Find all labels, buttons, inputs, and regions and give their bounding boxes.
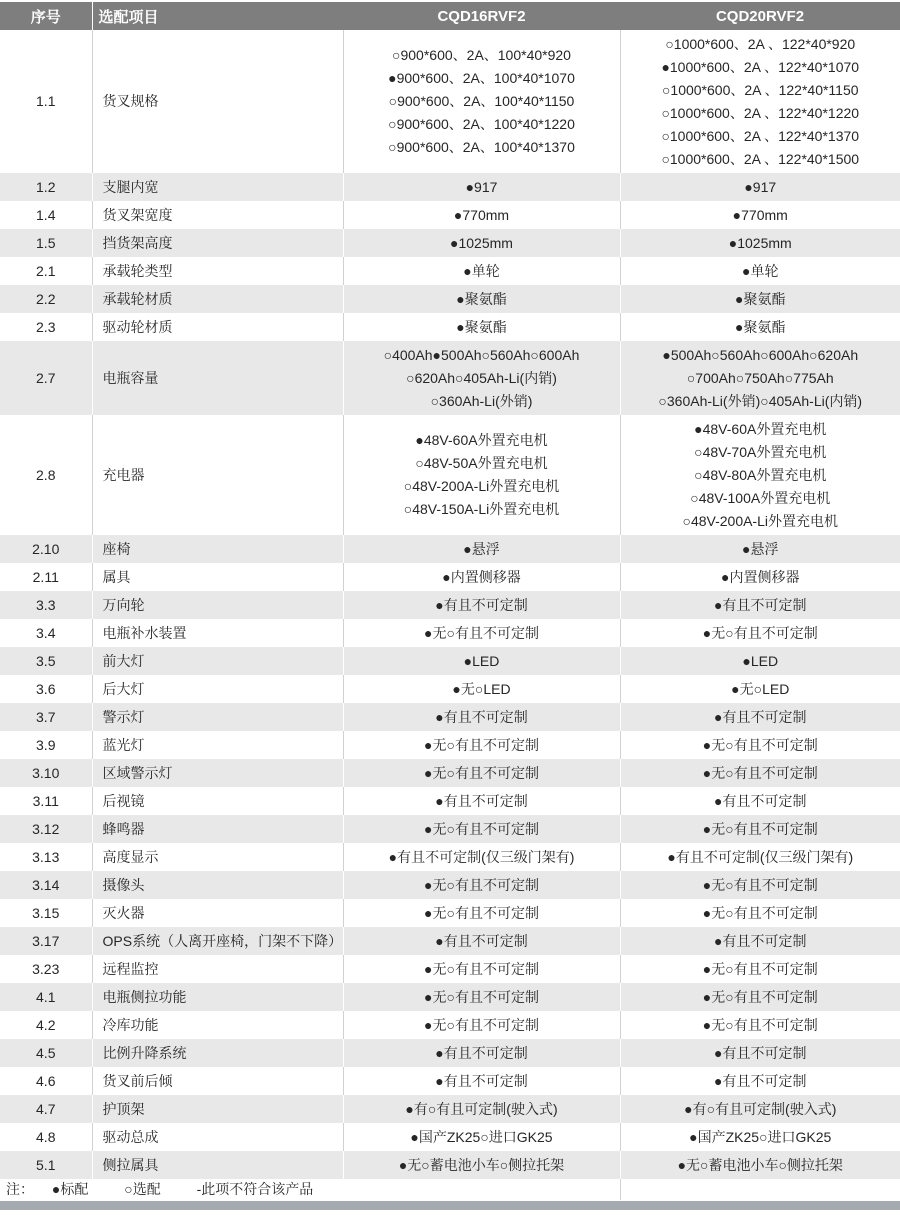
- cell-line: ○48V-100A外置充电机: [690, 489, 831, 506]
- cell-line: ●无○有且不可定制: [702, 736, 818, 753]
- table-row: [0, 787, 900, 815]
- option-item-cell: 承载轮类型: [92, 257, 343, 285]
- cell-line: ●无○有且不可定制: [424, 876, 539, 893]
- table-row: [0, 1095, 900, 1123]
- cell-line: ●有且不可定制: [714, 1044, 807, 1061]
- serial-cell: 4.1: [0, 983, 92, 1011]
- cell-line: ●500Ah○560Ah○600Ah○620Ah: [662, 346, 859, 363]
- cqd16rvf2-value-cell: [343, 675, 620, 703]
- cell-line: ●有且不可定制: [714, 708, 807, 725]
- cqd20rvf2-value-cell: [620, 787, 900, 815]
- serial-cell: 3.15: [0, 899, 92, 927]
- cell-line: ○360Ah-Li(外销)○405Ah-Li(内销): [658, 392, 863, 409]
- cqd20rvf2-value-cell: [620, 341, 900, 415]
- cell-line: ●无○有且不可定制: [702, 1016, 818, 1033]
- serial-cell: 2.3: [0, 313, 92, 341]
- cqd16rvf2-value-cell: [343, 983, 620, 1011]
- table-header: [0, 2, 900, 30]
- cell-line: ●无○有且不可定制: [424, 1016, 539, 1033]
- table-row: [0, 285, 900, 313]
- cell-line: ○900*600、2A、100*40*1370: [388, 139, 575, 155]
- cqd20rvf2-value-cell: [620, 313, 900, 341]
- cell-line: ●悬浮: [463, 540, 500, 557]
- option-item-cell: 高度显示: [92, 843, 343, 871]
- option-item-cell: 货叉架宽度: [92, 201, 343, 229]
- cell-line: ●有○有且可定制(驶入式): [684, 1100, 837, 1117]
- cell-line: ○1000*600、2A 、122*40*920: [665, 35, 856, 52]
- table-row: [0, 955, 900, 983]
- cqd16rvf2-value-cell: [343, 843, 620, 871]
- cell-line: ●有且不可定制(仅三级门架有): [388, 848, 575, 865]
- cell-line: ●无○蓄电池小车○侧拉托架: [398, 1156, 565, 1173]
- serial-cell: 3.23: [0, 955, 92, 983]
- option-item-cell: 前大灯: [92, 647, 343, 675]
- legend-row: [0, 1179, 900, 1200]
- cqd16rvf2-value-cell: [343, 1067, 620, 1095]
- serial-cell: 2.10: [0, 535, 92, 563]
- table-row: [0, 1011, 900, 1039]
- serial-cell: 1.2: [0, 173, 92, 201]
- serial-cell: 3.13: [0, 843, 92, 871]
- cell-line: ●无○有且不可定制: [424, 988, 539, 1005]
- cell-line: ●无○LED: [452, 680, 511, 697]
- cqd16rvf2-value-cell: [343, 759, 620, 787]
- table-row: [0, 1067, 900, 1095]
- cell-line: ●1025mm: [450, 234, 513, 251]
- legend-not-applicable: -此项不符合该产品: [196, 1181, 314, 1197]
- cell-line: ○620Ah○405Ah-Li(内销): [406, 369, 557, 386]
- table-row: [0, 927, 900, 955]
- table-row: [0, 313, 900, 341]
- table-row: [0, 1039, 900, 1067]
- cqd20rvf2-value-cell: [620, 201, 900, 229]
- option-item-cell: 冷库功能: [92, 1011, 343, 1039]
- cell-line: ●无○蓄电池小车○侧拉托架: [677, 1156, 843, 1173]
- table-row: [0, 843, 900, 871]
- cell-line: ●1025mm: [728, 234, 792, 251]
- cqd16rvf2-value-cell: [343, 927, 620, 955]
- cqd20rvf2-value-cell: [620, 619, 900, 647]
- serial-cell: 3.12: [0, 815, 92, 843]
- cell-line: ●聚氨酯: [456, 318, 507, 335]
- serial-cell: 3.14: [0, 871, 92, 899]
- cell-line: ○48V-50A外置充电机: [415, 455, 548, 471]
- option-item-cell: 电瓶侧拉功能: [92, 983, 343, 1011]
- cqd20rvf2-value-cell: [620, 1151, 900, 1179]
- cqd16rvf2-value-cell: [343, 201, 620, 229]
- options-comparison-table: [0, 2, 900, 1200]
- serial-cell: 3.17: [0, 927, 92, 955]
- cell-line: ●内置侧移器: [442, 568, 521, 585]
- legend-cell: [0, 1179, 620, 1200]
- cqd16rvf2-value-cell: [343, 1039, 620, 1067]
- cqd16rvf2-value-cell: [343, 647, 620, 675]
- cqd16rvf2-value-cell: [343, 535, 620, 563]
- cqd16rvf2-value-cell: [343, 1123, 620, 1151]
- cell-line: ●有○有且可定制(驶入式): [405, 1100, 558, 1117]
- serial-cell: 2.1: [0, 257, 92, 285]
- cell-line: ●770mm: [732, 206, 788, 223]
- cqd16rvf2-value-cell: [343, 257, 620, 285]
- serial-cell: 3.3: [0, 591, 92, 619]
- note-label: 注：: [6, 1181, 34, 1197]
- cell-line: ○48V-80A外置充电机: [694, 466, 827, 483]
- cell-line: ●有且不可定制: [714, 1072, 807, 1089]
- cqd16rvf2-value-cell: [343, 563, 620, 591]
- option-item-cell: 区域警示灯: [92, 759, 343, 787]
- option-item-cell: 万向轮: [92, 591, 343, 619]
- option-item-cell: 驱动总成: [92, 1123, 343, 1151]
- serial-cell: 4.8: [0, 1123, 92, 1151]
- cell-line: ●无○有且不可定制: [424, 960, 539, 977]
- cqd20rvf2-value-cell: [620, 927, 900, 955]
- cell-line: ●内置侧移器: [721, 568, 800, 585]
- cell-line: ●有且不可定制: [435, 1072, 528, 1089]
- cqd20rvf2-value-cell: [620, 899, 900, 927]
- cell-line: ●无○有且不可定制: [702, 988, 818, 1005]
- table-footer: [0, 1179, 900, 1200]
- option-item-cell: 货叉前后倾: [92, 1067, 343, 1095]
- cqd20rvf2-value-cell: [620, 1123, 900, 1151]
- option-item-cell: 后大灯: [92, 675, 343, 703]
- option-item-cell: 蜂鸣器: [92, 815, 343, 843]
- cell-line: ●聚氨酯: [735, 318, 786, 335]
- cell-line: ○1000*600、2A 、122*40*1150: [661, 81, 859, 98]
- option-item-cell: 属具: [92, 563, 343, 591]
- cqd20rvf2-value-cell: [620, 285, 900, 313]
- cqd16rvf2-value-cell: [343, 787, 620, 815]
- table-row: [0, 1123, 900, 1151]
- cqd16rvf2-value-cell: [343, 415, 620, 535]
- cell-line: ○48V-70A外置充电机: [694, 443, 827, 460]
- cqd20rvf2-value-cell: [620, 843, 900, 871]
- cell-line: ●国产ZK25○进口GK25: [689, 1128, 832, 1145]
- cell-line: ●无○LED: [731, 680, 790, 697]
- serial-cell: 2.11: [0, 563, 92, 591]
- cell-line: ●单轮: [742, 262, 779, 279]
- cqd16rvf2-value-cell: [343, 229, 620, 257]
- cqd20rvf2-value-cell: [620, 257, 900, 285]
- cqd20rvf2-value-cell: [620, 647, 900, 675]
- option-item-cell: 充电器: [92, 415, 343, 535]
- option-item-cell: 后视镜: [92, 787, 343, 815]
- cell-line: ○48V-200A-Li外置充电机: [682, 512, 838, 529]
- cell-line: ●有且不可定制: [435, 792, 528, 809]
- cell-line: ●聚氨酯: [456, 290, 507, 307]
- cell-line: ●无○有且不可定制: [702, 904, 818, 921]
- cell-line: ●无○有且不可定制: [702, 624, 818, 641]
- table-row: [0, 415, 900, 535]
- serial-cell: 4.7: [0, 1095, 92, 1123]
- bottom-bar: [0, 1201, 900, 1210]
- cqd20rvf2-value-cell: [620, 703, 900, 731]
- table-row: [0, 341, 900, 415]
- serial-cell: 4.5: [0, 1039, 92, 1067]
- cqd16rvf2-value-cell: [343, 313, 620, 341]
- cqd20rvf2-value-cell: [620, 591, 900, 619]
- cell-line: ●48V-60A外置充电机: [694, 420, 827, 437]
- option-item-cell: OPS系统（人离开座椅，门架不下降）: [92, 927, 343, 955]
- cell-line: ○1000*600、2A 、122*40*1500: [661, 150, 860, 167]
- table-row: [0, 983, 900, 1011]
- cell-line: ●无○有且不可定制: [424, 904, 539, 921]
- serial-cell: 3.10: [0, 759, 92, 787]
- table-body: [0, 30, 900, 1179]
- legend-optional: ○选配: [124, 1181, 161, 1197]
- table-row: [0, 647, 900, 675]
- cqd20rvf2-value-cell: [620, 229, 900, 257]
- col-header-serial: 序号: [0, 2, 92, 30]
- cqd16rvf2-value-cell: [343, 591, 620, 619]
- cqd20rvf2-value-cell: [620, 535, 900, 563]
- cell-line: ●LED: [463, 652, 500, 669]
- option-item-cell: 护顶架: [92, 1095, 343, 1123]
- option-item-cell: 警示灯: [92, 703, 343, 731]
- option-item-cell: 侧拉属具: [92, 1151, 343, 1179]
- cell-line: ●国产ZK25○进口GK25: [410, 1128, 553, 1145]
- cqd16rvf2-value-cell: [343, 703, 620, 731]
- table-row: [0, 173, 900, 201]
- serial-cell: 3.6: [0, 675, 92, 703]
- cqd16rvf2-value-cell: [343, 899, 620, 927]
- cqd20rvf2-value-cell: [620, 759, 900, 787]
- table-row: [0, 1151, 900, 1179]
- header-row: [0, 2, 900, 30]
- cell-line: ●LED: [742, 652, 779, 669]
- cqd20rvf2-value-cell: [620, 173, 900, 201]
- serial-cell: 3.5: [0, 647, 92, 675]
- cqd16rvf2-value-cell: [343, 731, 620, 759]
- cell-line: ●有且不可定制: [714, 792, 807, 809]
- cell-line: ●无○有且不可定制: [702, 820, 818, 837]
- cell-line: ●有且不可定制: [714, 932, 807, 949]
- serial-cell: 2.8: [0, 415, 92, 535]
- col-header-option-item: 选配项目: [92, 2, 343, 30]
- cqd20rvf2-value-cell: [620, 815, 900, 843]
- cell-line: ●无○有且不可定制: [424, 764, 539, 781]
- cqd20rvf2-value-cell: [620, 955, 900, 983]
- table-row: [0, 619, 900, 647]
- cell-line: ○900*600、2A、100*40*1220: [388, 116, 575, 132]
- cell-line: ○900*600、2A、100*40*1150: [388, 93, 575, 109]
- cqd16rvf2-value-cell: [343, 815, 620, 843]
- cqd16rvf2-value-cell: [343, 1011, 620, 1039]
- option-item-cell: 比例升降系统: [92, 1039, 343, 1067]
- table-row: [0, 871, 900, 899]
- legend-empty-cell: [620, 1179, 900, 1200]
- serial-cell: 2.2: [0, 285, 92, 313]
- table-row: [0, 731, 900, 759]
- option-item-cell: 货叉规格: [92, 30, 343, 173]
- cqd16rvf2-value-cell: [343, 173, 620, 201]
- serial-cell: 1.1: [0, 30, 92, 173]
- cqd16rvf2-value-cell: [343, 619, 620, 647]
- option-item-cell: 灭火器: [92, 899, 343, 927]
- cell-line: ●悬浮: [742, 540, 779, 557]
- cell-line: ●有且不可定制: [714, 596, 807, 613]
- option-item-cell: 摄像头: [92, 871, 343, 899]
- cell-line: ●900*600、2A、100*40*1070: [388, 70, 575, 86]
- option-item-cell: 蓝光灯: [92, 731, 343, 759]
- cell-line: ○1000*600、2A 、122*40*1220: [661, 104, 860, 121]
- cell-line: ●有且不可定制: [435, 708, 528, 725]
- cqd20rvf2-value-cell: [620, 871, 900, 899]
- cell-line: ●917: [465, 178, 498, 195]
- table-row: [0, 759, 900, 787]
- col-header-cqd16rvf2: CQD16RVF2: [343, 2, 620, 30]
- cell-line: ○900*600、2A、100*40*920: [392, 47, 571, 63]
- serial-cell: 1.5: [0, 229, 92, 257]
- cqd20rvf2-value-cell: [620, 983, 900, 1011]
- table-row: [0, 30, 900, 173]
- serial-cell: 2.7: [0, 341, 92, 415]
- option-item-cell: 驱动轮材质: [92, 313, 343, 341]
- cqd16rvf2-value-cell: [343, 1151, 620, 1179]
- cell-line: ●有且不可定制: [435, 596, 528, 613]
- cqd20rvf2-value-cell: [620, 30, 900, 173]
- cell-line: ●无○有且不可定制: [702, 876, 818, 893]
- table-row: [0, 899, 900, 927]
- table-row: [0, 257, 900, 285]
- table-row: [0, 591, 900, 619]
- option-item-cell: 电瓶容量: [92, 341, 343, 415]
- cqd16rvf2-value-cell: [343, 871, 620, 899]
- cqd16rvf2-value-cell: [343, 30, 620, 173]
- col-header-cqd20rvf2: CQD20RVF2: [620, 2, 900, 30]
- option-item-cell: 支腿内宽: [92, 173, 343, 201]
- serial-cell: 4.2: [0, 1011, 92, 1039]
- cell-line: ●有且不可定制(仅三级门架有): [667, 848, 854, 865]
- cell-line: ●917: [744, 178, 777, 195]
- serial-cell: 3.9: [0, 731, 92, 759]
- cqd20rvf2-value-cell: [620, 731, 900, 759]
- cell-line: ●无○有且不可定制: [424, 736, 539, 753]
- cqd20rvf2-value-cell: [620, 1011, 900, 1039]
- cqd20rvf2-value-cell: [620, 1067, 900, 1095]
- cqd20rvf2-value-cell: [620, 1039, 900, 1067]
- serial-cell: 3.11: [0, 787, 92, 815]
- table-row: [0, 675, 900, 703]
- cell-line: ○360Ah-Li(外销): [430, 392, 533, 409]
- cell-line: ●无○有且不可定制: [702, 960, 818, 977]
- cell-line: ●有且不可定制: [435, 932, 528, 949]
- table-row: [0, 535, 900, 563]
- cell-line: ●无○有且不可定制: [424, 624, 539, 641]
- cell-line: ○48V-150A-Li外置充电机: [403, 501, 560, 517]
- option-item-cell: 电瓶补水装置: [92, 619, 343, 647]
- cell-line: ○400Ah●500Ah○560Ah○600Ah: [383, 346, 580, 363]
- table-row: [0, 703, 900, 731]
- serial-cell: 3.4: [0, 619, 92, 647]
- cell-line: ●1000*600、2A 、122*40*1070: [661, 58, 860, 75]
- cell-line: ○48V-200A-Li外置充电机: [403, 478, 560, 494]
- table-row: [0, 563, 900, 591]
- cell-line: ●聚氨酯: [735, 290, 786, 307]
- cqd20rvf2-value-cell: [620, 675, 900, 703]
- cell-line: ●有且不可定制: [435, 1044, 528, 1061]
- cqd20rvf2-value-cell: [620, 1095, 900, 1123]
- option-item-cell: 挡货架高度: [92, 229, 343, 257]
- table-row: [0, 201, 900, 229]
- cqd16rvf2-value-cell: [343, 1095, 620, 1123]
- option-item-cell: 远程监控: [92, 955, 343, 983]
- cell-line: ●无○有且不可定制: [424, 820, 539, 837]
- option-item-cell: 承载轮材质: [92, 285, 343, 313]
- serial-cell: 3.7: [0, 703, 92, 731]
- option-item-cell: 座椅: [92, 535, 343, 563]
- cqd16rvf2-value-cell: [343, 285, 620, 313]
- cell-line: ○700Ah○750Ah○775Ah: [686, 369, 834, 386]
- cqd20rvf2-value-cell: [620, 415, 900, 535]
- legend-standard: ●标配: [51, 1181, 89, 1197]
- cell-line: ○1000*600、2A 、122*40*1370: [661, 127, 860, 144]
- cqd16rvf2-value-cell: [343, 341, 620, 415]
- serial-cell: 4.6: [0, 1067, 92, 1095]
- table-row: [0, 815, 900, 843]
- cqd16rvf2-value-cell: [343, 955, 620, 983]
- cell-line: ●单轮: [463, 262, 500, 279]
- cell-line: ●48V-60A外置充电机: [415, 432, 548, 448]
- cell-line: ●770mm: [453, 206, 510, 223]
- table-row: [0, 229, 900, 257]
- serial-cell: 5.1: [0, 1151, 92, 1179]
- serial-cell: 1.4: [0, 201, 92, 229]
- cell-line: ●无○有且不可定制: [702, 764, 818, 781]
- cqd20rvf2-value-cell: [620, 563, 900, 591]
